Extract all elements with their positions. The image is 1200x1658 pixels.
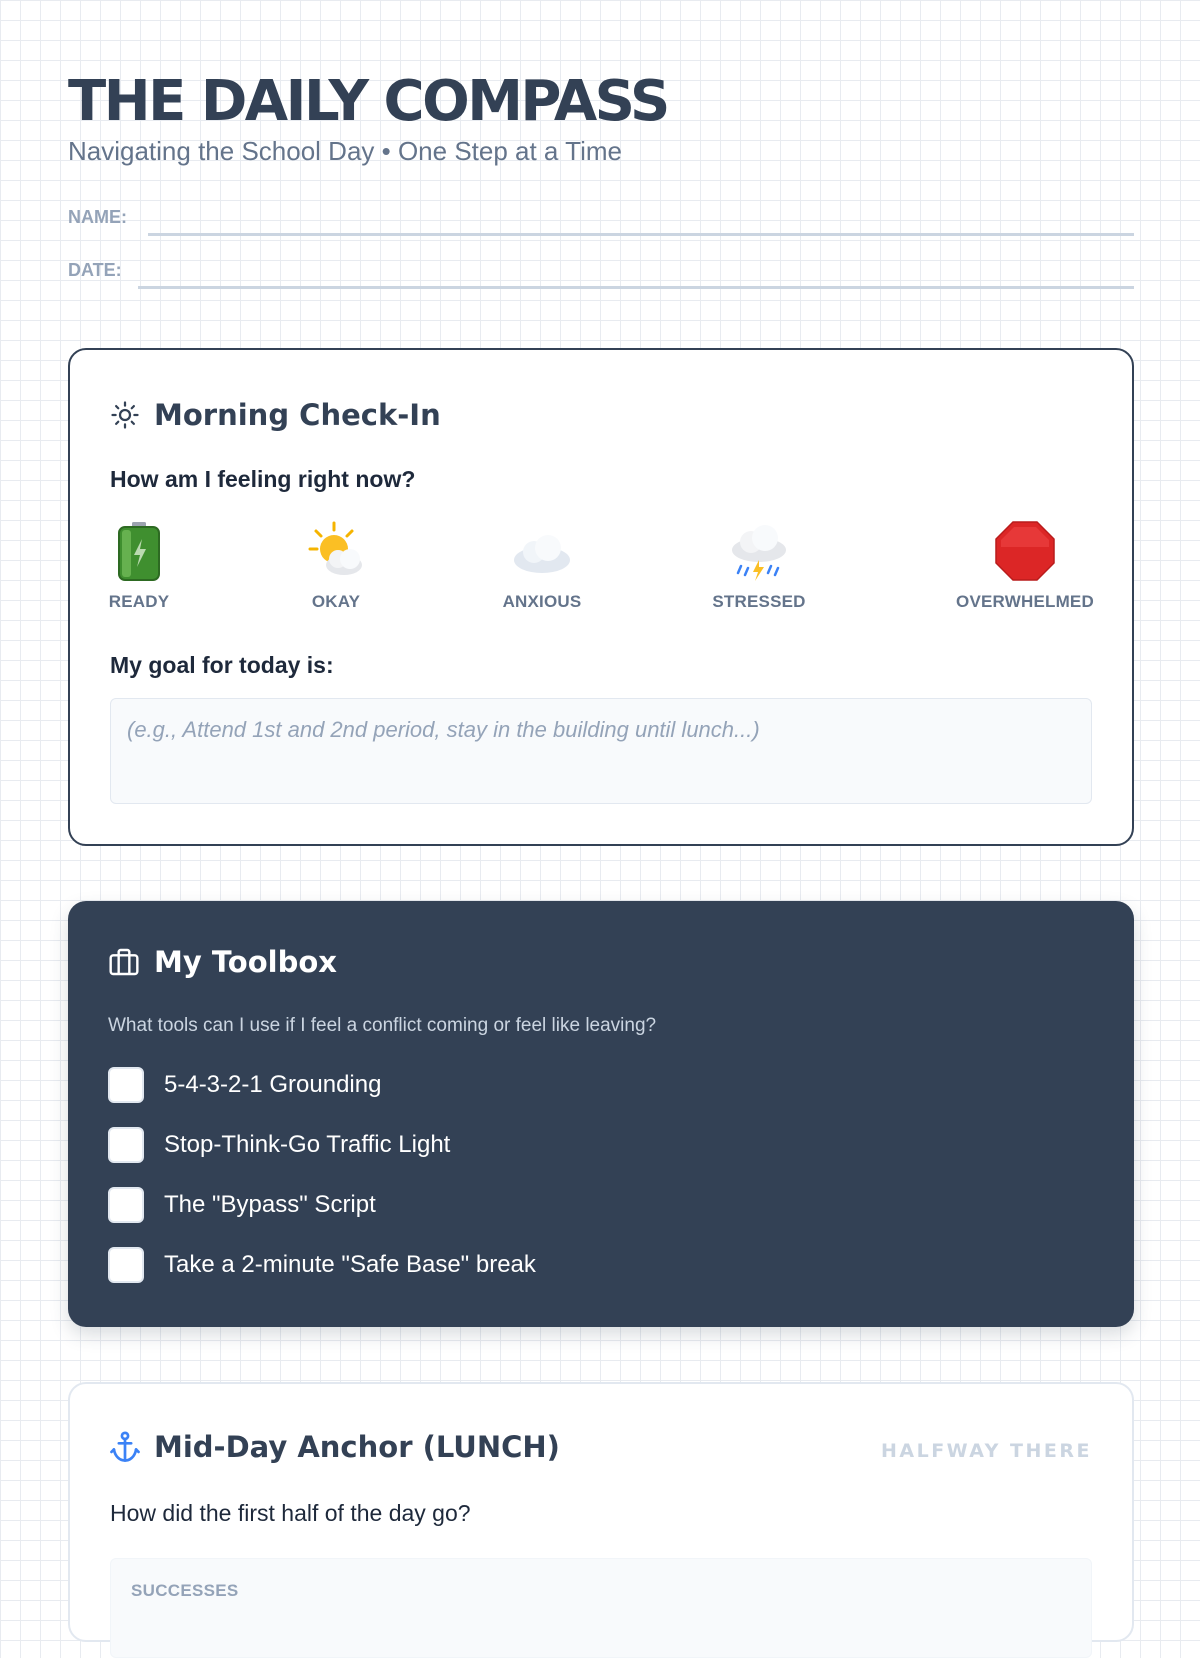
tool-checkbox[interactable] xyxy=(108,1127,144,1163)
midday-anchor-card xyxy=(68,1382,1134,1642)
stop-sign-icon xyxy=(995,516,1055,586)
tool-label: Stop-Think-Go Traffic Light xyxy=(164,1131,451,1158)
halfway-badge: HALFWAY THERE xyxy=(880,1440,1092,1462)
briefcase-icon xyxy=(108,947,140,977)
toolbox-heading xyxy=(108,945,337,979)
tool-item[interactable] xyxy=(108,1247,536,1283)
mood-anxious[interactable] xyxy=(502,516,582,612)
midday-title: Mid-Day Anchor (LUNCH) xyxy=(154,1430,560,1464)
mood-ready[interactable] xyxy=(110,516,168,612)
page-subtitle: Navigating the School Day • One Step at a Time xyxy=(68,136,622,166)
goal-input[interactable]: (e.g., Attend 1st and 2nd period, stay in the building until lunch...) xyxy=(110,698,1092,804)
morning-checkin-card xyxy=(68,348,1134,846)
tool-item[interactable] xyxy=(108,1127,450,1163)
morning-heading xyxy=(110,398,441,432)
name-field[interactable] xyxy=(68,200,1134,240)
cloud-icon xyxy=(512,516,572,586)
tool-checkbox[interactable] xyxy=(108,1067,144,1103)
successes-label: SUCCESSES xyxy=(131,1581,239,1600)
mood-label: STRESSED xyxy=(712,592,806,611)
name-label: NAME: xyxy=(68,207,127,227)
morning-title: Morning Check-In xyxy=(154,398,441,432)
tool-label: 5-4-3-2-1 Grounding xyxy=(164,1071,382,1098)
mood-label: ANXIOUS xyxy=(502,592,582,611)
successes-box[interactable] xyxy=(110,1558,1092,1658)
date-field[interactable] xyxy=(68,253,1134,293)
page-title: THE DAILY COMPASS xyxy=(68,69,668,134)
tool-item[interactable] xyxy=(108,1187,376,1223)
sun-behind-cloud-icon xyxy=(306,516,366,586)
mood-overwhelmed[interactable] xyxy=(958,516,1092,612)
date-line[interactable] xyxy=(138,286,1134,289)
sun-icon xyxy=(110,400,140,430)
name-line[interactable] xyxy=(148,233,1134,236)
feeling-question: How am I feeling right now? xyxy=(110,466,416,492)
battery-icon xyxy=(118,516,160,586)
mood-label: READY xyxy=(108,592,170,611)
toolbox-card xyxy=(68,901,1134,1327)
anchor-icon xyxy=(110,1431,140,1463)
tool-label: The "Bypass" Script xyxy=(164,1191,376,1218)
tool-checkbox[interactable] xyxy=(108,1247,144,1283)
mood-stressed[interactable] xyxy=(714,516,804,612)
midday-heading xyxy=(110,1430,560,1464)
tool-checkbox[interactable] xyxy=(108,1187,144,1223)
midday-question: How did the first half of the day go? xyxy=(110,1500,471,1526)
goal-label: My goal for today is: xyxy=(110,652,334,678)
date-label: DATE: xyxy=(68,260,122,280)
tool-label: Take a 2-minute "Safe Base" break xyxy=(164,1251,536,1278)
mood-okay[interactable] xyxy=(306,516,366,612)
storm-cloud-icon xyxy=(729,516,789,586)
tool-item[interactable] xyxy=(108,1067,381,1103)
mood-label: OKAY xyxy=(311,592,361,611)
mood-options xyxy=(110,516,1092,616)
toolbox-question: What tools can I use if I feel a conflict coming or feel like leaving? xyxy=(108,1015,657,1036)
mood-label: OVERWHELMED xyxy=(956,592,1094,611)
toolbox-title: My Toolbox xyxy=(154,945,337,979)
